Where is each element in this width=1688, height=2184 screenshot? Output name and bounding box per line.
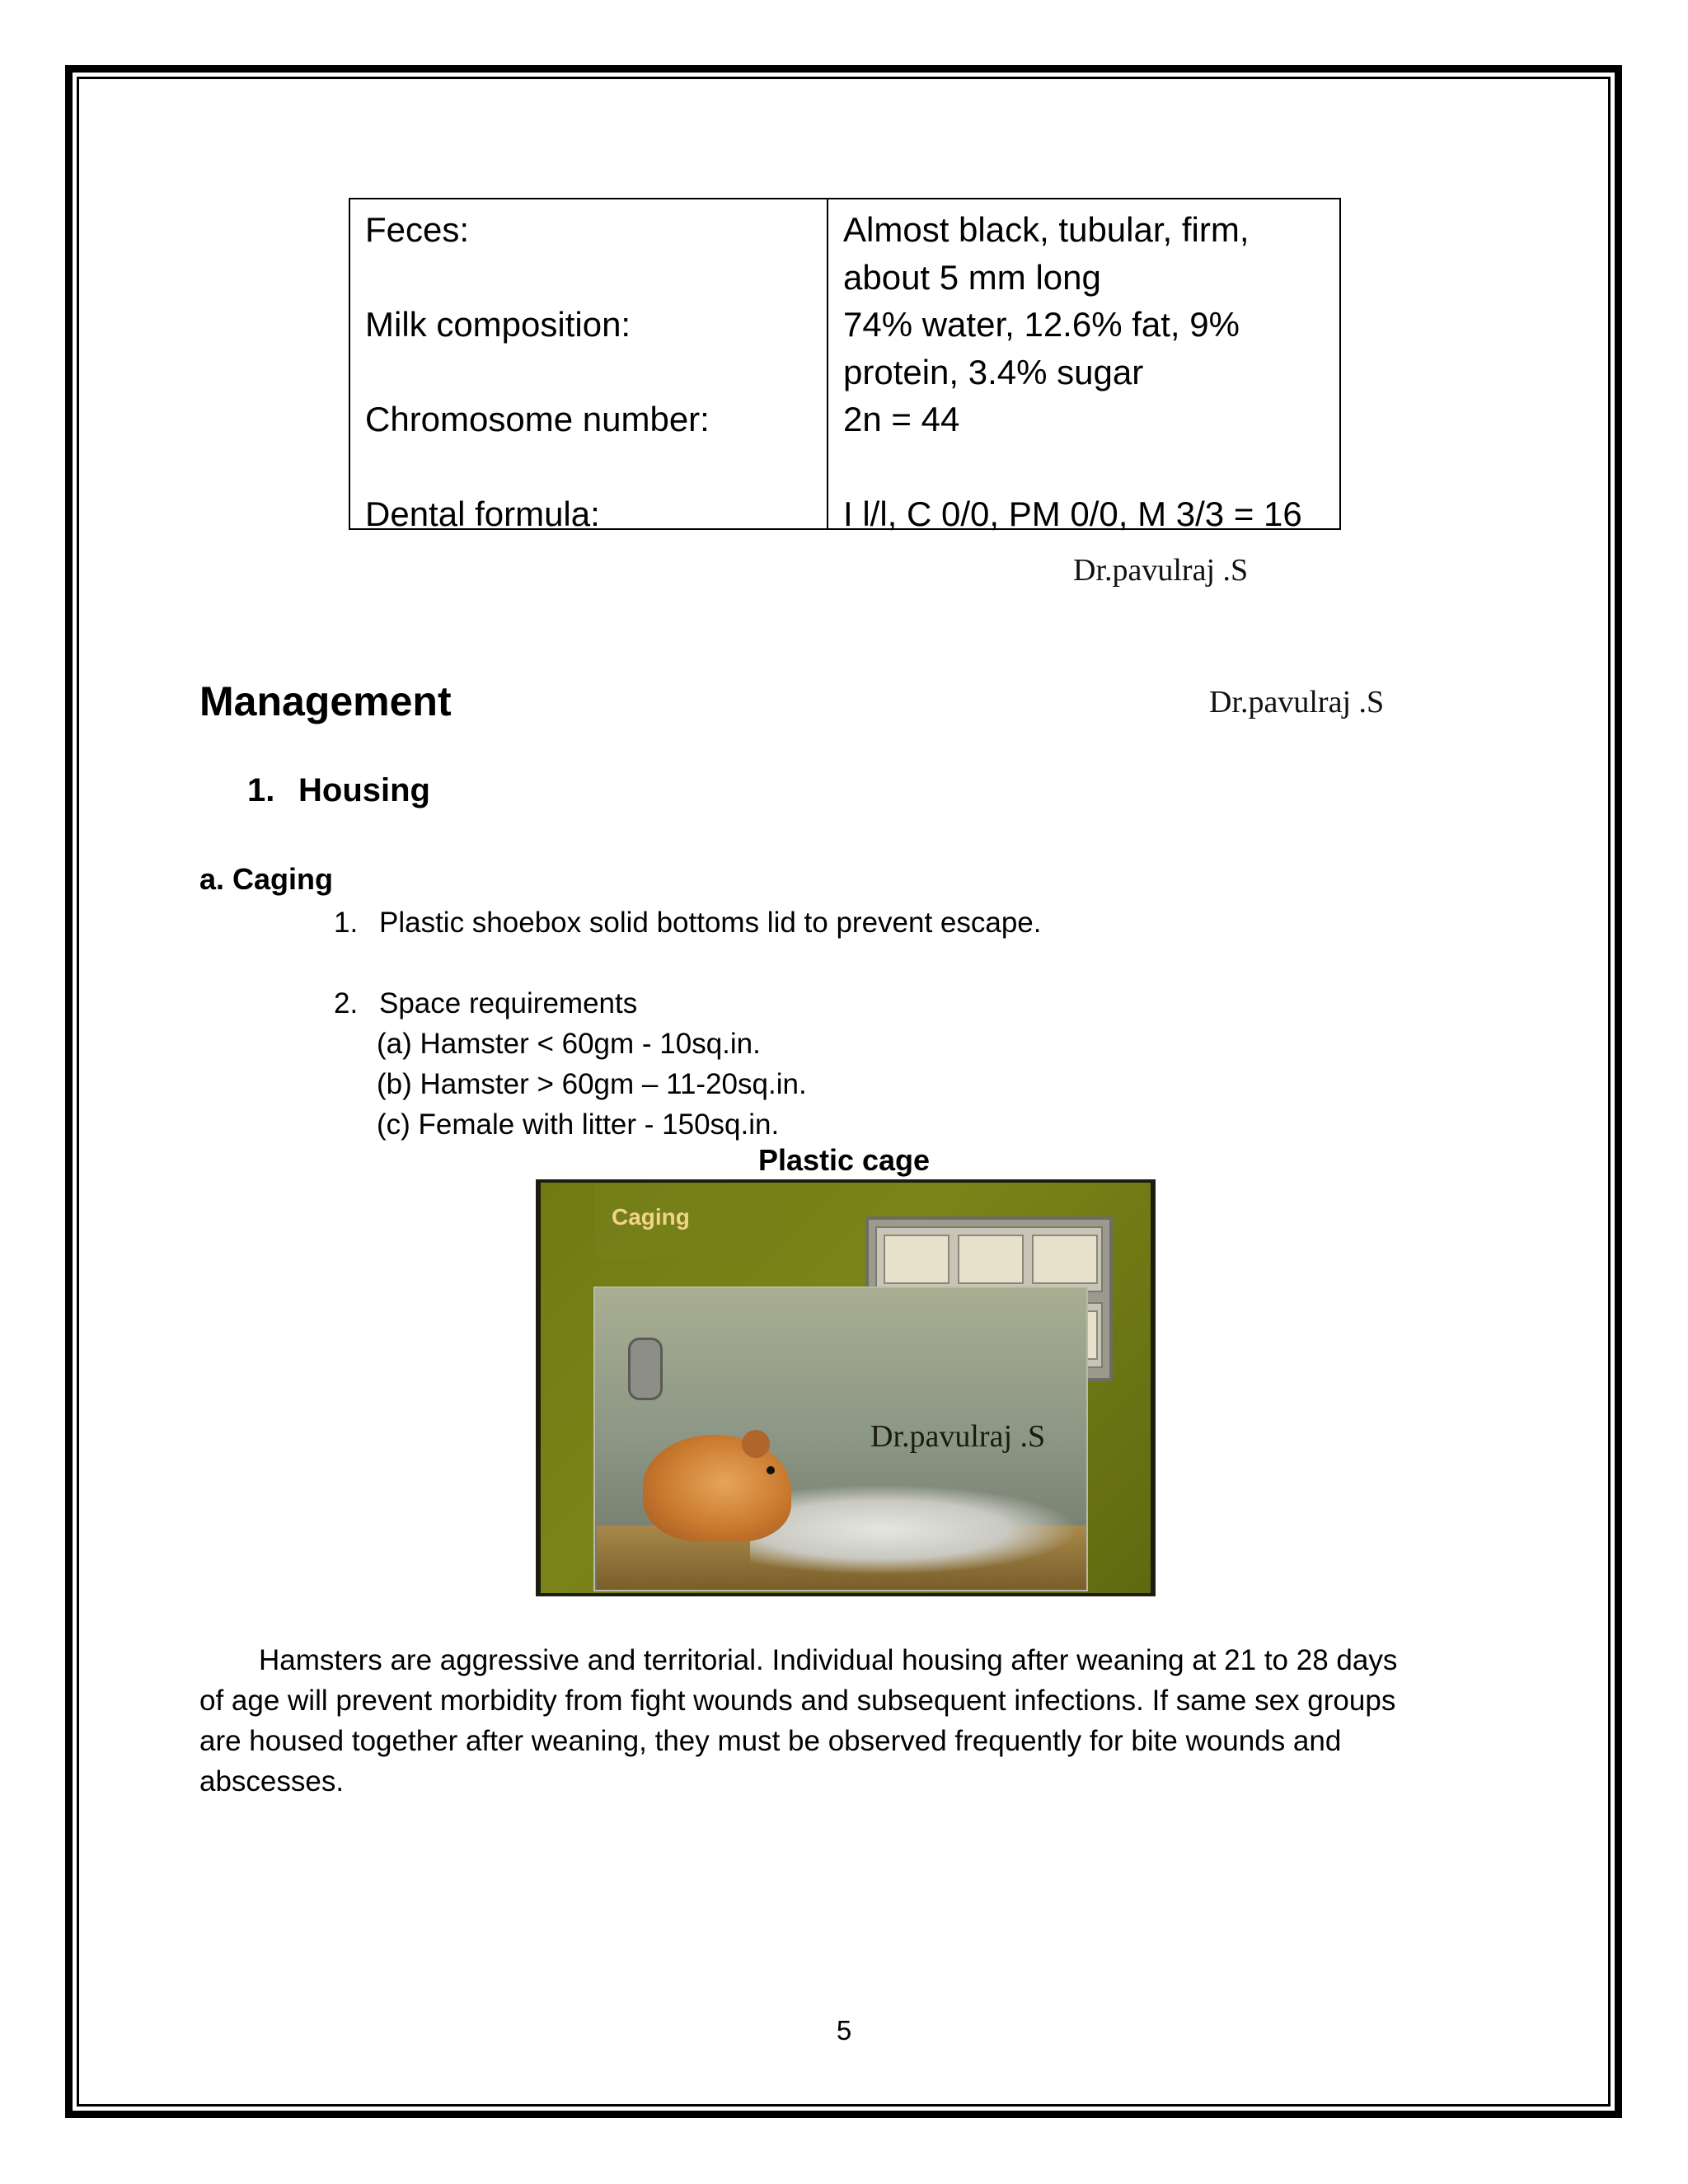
table-label-column <box>350 199 828 533</box>
table-label-dental: Dental formula: <box>365 494 600 533</box>
subsection-heading-housing <box>247 772 430 809</box>
signature-under-table: Dr.pavulraj .S <box>1073 553 1249 588</box>
photo-title: Caging <box>612 1204 690 1230</box>
page-number: 5 <box>836 2015 852 2046</box>
caging-list <box>334 902 1042 1145</box>
plastic-cage-photo <box>536 1179 1156 1596</box>
table-value-dental: I l/l, C 0/0, PM 0/0, M 3/3 = 16 <box>843 494 1302 533</box>
table-label-feces: Feces: <box>365 210 470 249</box>
table-value-feces-1: Almost black, tubular, firm, <box>843 210 1250 249</box>
table-value-milk-2: protein, 3.4% sugar <box>843 352 1144 391</box>
figure-caption: Plastic cage <box>757 1143 931 1177</box>
housing-paragraph: Hamsters are aggressive and territorial. Individual housing after weaning at 21 to 28 days of age will prevent morbidity from fight wounds and subsequent infections. If same sex groups are housed together after weaning, they must be observed frequently for bite wounds and abscesses. <box>199 1644 1398 1797</box>
sub-item: (c) Female with litter - 150sq.in. <box>377 1108 780 1141</box>
table-label-chromosome: Chromosome number: <box>365 400 710 438</box>
sub-item: (b) Hamster > 60gm – 11-20sq.in. <box>377 1068 807 1100</box>
list-item: 2. Space requirements <box>334 987 638 1019</box>
table-value-milk-1: 74% water, 12.6% fat, 9% <box>843 305 1240 344</box>
housing-number: 1. <box>247 772 275 808</box>
table-value-feces-2: about 5 mm long <box>843 257 1101 297</box>
table-value-column <box>828 199 1339 533</box>
caging-heading: a. Caging <box>199 862 334 896</box>
photo-watermark: Dr.pavulraj .S <box>870 1419 1046 1454</box>
list-item: 1. Plastic shoebox solid bottoms lid to prevent escape. <box>334 907 1042 939</box>
section-heading-management: Management <box>199 678 452 724</box>
signature-management: Dr.pavulraj .S <box>1209 685 1385 719</box>
hamster-image <box>643 1435 791 1542</box>
table-value-chromosome: 2n = 44 <box>843 400 960 438</box>
sub-item: (a) Hamster < 60gm - 10sq.in. <box>377 1028 761 1060</box>
table-label-milk: Milk composition: <box>365 305 631 344</box>
properties-table <box>349 198 1341 533</box>
housing-label: Housing <box>298 772 430 808</box>
